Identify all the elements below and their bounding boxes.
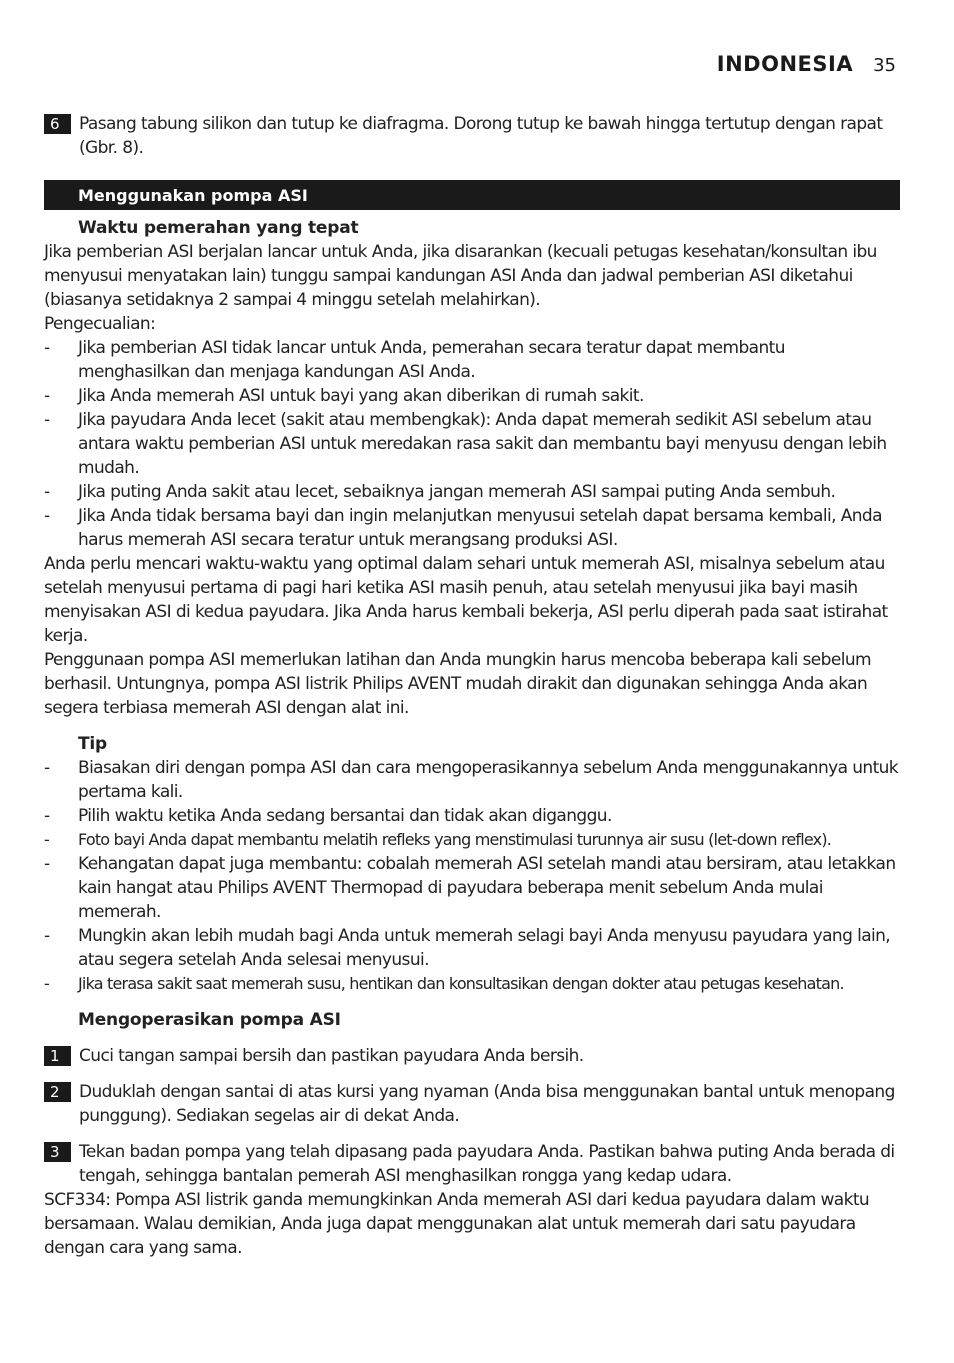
list-item (44, 408, 900, 480)
list-item-text: Jika pemberian ASI tidak lancar untuk Anda, pemerahan secara teratur dapat membantu menghasilkan dan menjaga kandungan ASI Anda. (78, 338, 785, 382)
list-item-text: Foto bayi Anda dapat membantu melatih refleks yang menstimulasi turunnya air susu (let-down reflex). (78, 830, 832, 849)
list-item (44, 756, 900, 804)
dash-marker: - (44, 386, 50, 406)
subheading-tip: Tip (78, 734, 107, 754)
tip-list (44, 756, 900, 996)
step-text: Duduklah dengan santai di atas kursi yang nyaman (Anda bisa menggunakan bantal untuk menopang punggung). Sediakan segelas air di dekat Anda. (79, 1082, 895, 1126)
dash-marker: - (44, 758, 50, 778)
page-content (44, 112, 900, 1260)
paragraph-optimal-time: Anda perlu mencari waktu-waktu yang optimal dalam sehari untuk memerah ASI, misalnya sebelum atau setelah menyusui pertama di pagi hari ketika ASI masih penuh, atau setelah menyusui jika bayi masih menyisakan ASI di kedua payudara. Jika Anda harus kembali bekerja, ASI perlu diperah pada saat istirahat kerja. (44, 554, 888, 646)
subheading-waktu: Waktu pemerahan yang tepat (78, 218, 359, 238)
dash-marker: - (44, 506, 50, 526)
step-text: Tekan badan pompa yang telah dipasang pada payudara Anda. Pastikan bahwa puting Anda berada di tengah, sehingga bantalan pemerah ASI menghasilkan rongga yang kedap udara. (79, 1142, 895, 1186)
paragraph-practice: Penggunaan pompa ASI memerlukan latihan dan Anda mungkin harus mencoba beberapa kali sebelum berhasil. Untungnya, pompa ASI listrik Philips AVENT mudah dirakit dan digunakan sehingga Anda akan segera terbiasa memerah ASI dengan alat ini. (44, 650, 871, 718)
list-item (44, 852, 900, 924)
step-number-badge: 3 (44, 1142, 71, 1162)
list-item-text: Jika Anda tidak bersama bayi dan ingin melanjutkan menyusui setelah dapat bersama kembali, Anda harus memerah ASI secara teratur untuk merangsang produksi ASI. (78, 506, 882, 550)
list-item-text: Jika puting Anda sakit atau lecet, sebaiknya jangan memerah ASI sampai puting Anda sembuh. (78, 482, 836, 502)
paragraph-intro: Jika pemberian ASI berjalan lancar untuk Anda, jika disarankan (kecuali petugas kesehatan/konsultan ibu menyusui menyatakan lain) tunggu sampai kandungan ASI Anda dan jadwal pemberian ASI diketahui (biasanya setidaknya 2 sampai 4 minggu setelah melahirkan). (44, 242, 877, 310)
list-item-text: Pilih waktu ketika Anda sedang bersantai dan tidak akan diganggu. (78, 806, 612, 826)
step-number-badge: 6 (44, 114, 71, 134)
dash-marker: - (44, 830, 49, 849)
dash-marker: - (44, 926, 50, 946)
list-item-text: Jika terasa sakit saat memerah susu, hentikan dan konsultasikan dengan dokter atau petugas kesehatan. (78, 974, 844, 993)
dash-marker: - (44, 482, 50, 502)
list-item-text: Kehangatan dapat juga membantu: cobalah memerah ASI setelah mandi atau bersiram, atau letakkan kain hangat atau Philips AVENT Thermopad di payudara beberapa menit sebelum Anda mulai memerah. (78, 854, 896, 922)
paragraph-scf334-note: SCF334: Pompa ASI listrik ganda memungkinkan Anda memerah ASI dari kedua payudara dalam waktu bersamaan. Walau demikian, Anda juga dapat menggunakan alat untuk memerah dari satu payudara dengan cara yang sama. (44, 1190, 870, 1258)
list-item-text: Jika Anda memerah ASI untuk bayi yang akan diberikan di rumah sakit. (78, 386, 644, 406)
list-item (44, 504, 900, 552)
section-title-bar: Menggunakan pompa ASI (44, 180, 900, 210)
step-1 (44, 1044, 900, 1068)
step-6 (44, 112, 900, 160)
dash-marker: - (44, 974, 49, 993)
list-item-text: Mungkin akan lebih mudah bagi Anda untuk memerah selagi bayi Anda menyusu payudara yang lain, atau segera setelah Anda selesai menyusui. (78, 926, 891, 970)
list-item (44, 804, 900, 828)
list-item-text: Jika payudara Anda lecet (sakit atau membengkak): Anda dapat memerah sedikit ASI sebelum atau antara waktu pemberian ASI untuk meredakan rasa sakit dan membantu bayi menyusu dengan lebih mudah. (78, 410, 887, 478)
list-item (44, 384, 900, 408)
list-item (44, 336, 900, 384)
step-number-badge: 1 (44, 1046, 71, 1066)
list-item (44, 480, 900, 504)
step-number-badge: 2 (44, 1082, 71, 1102)
list-item-text: Biasakan diri dengan pompa ASI dan cara mengoperasikannya sebelum Anda menggunakannya untuk pertama kali. (78, 758, 899, 802)
dash-marker: - (44, 854, 50, 874)
dash-marker: - (44, 806, 50, 826)
step-text: Cuci tangan sampai bersih dan pastikan payudara Anda bersih. (79, 1046, 584, 1066)
exceptions-list (44, 336, 900, 552)
step-2 (44, 1080, 900, 1128)
language-label: INDONESIA (716, 52, 854, 76)
list-item (44, 924, 900, 972)
list-item (44, 828, 900, 852)
step-3 (44, 1140, 900, 1188)
dash-marker: - (44, 338, 50, 358)
page-header (717, 52, 896, 76)
step-text: Pasang tabung silikon dan tutup ke diafragma. Dorong tutup ke bawah hingga tertutup dengan rapat (Gbr. 8). (79, 114, 883, 158)
list-item (44, 972, 900, 996)
dash-marker: - (44, 410, 50, 430)
exceptions-label: Pengecualian: (44, 314, 156, 334)
subheading-operate: Mengoperasikan pompa ASI (78, 1010, 341, 1030)
page-number: 35 (873, 55, 896, 76)
